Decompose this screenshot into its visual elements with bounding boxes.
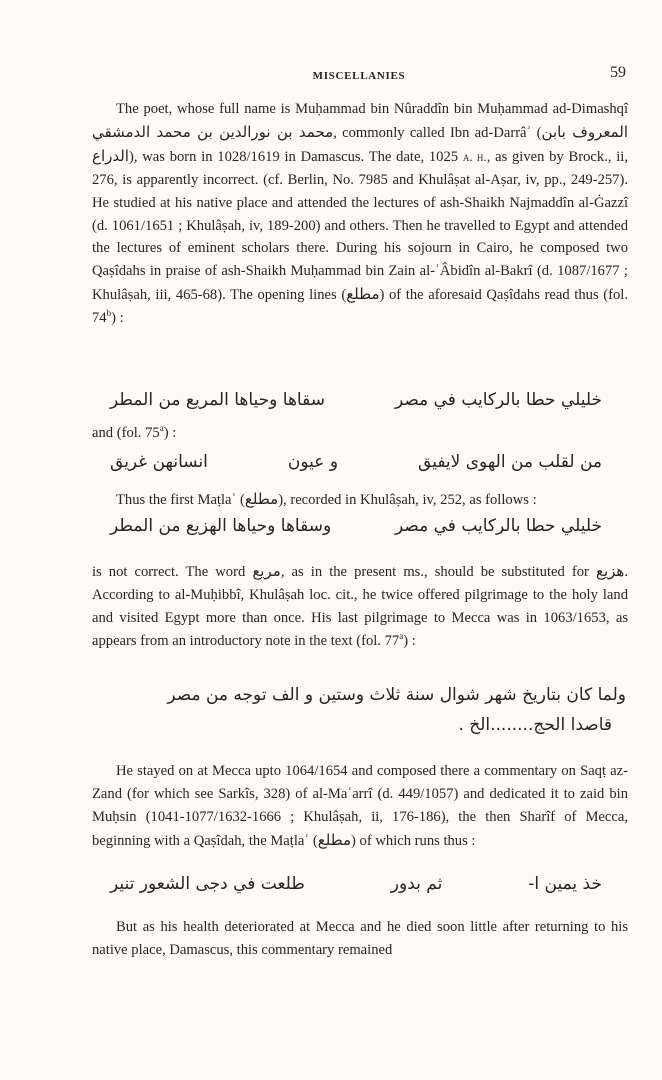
text-run: ) : (403, 632, 416, 649)
text-run: , as in the present ms., should be substituted for (280, 564, 596, 580)
text-run: ) : (111, 310, 124, 327)
verse-3 (110, 516, 602, 536)
text-run: But as his health deteriorated at Mecca and he died soon little after returning to his native place, Damascus, this commentary remained (92, 919, 628, 958)
paragraph-correction (92, 560, 628, 653)
paragraph-matla (92, 488, 628, 512)
verse-hemistich-left: انسانهن غريق (110, 452, 208, 472)
text-run: . According to al-Muḥibbî, Khulâṣah loc. cit., he twice offered pilgrimage to the holy land and visited Egypt more than once. His last pilgrimage to Mecca was in 1063/1653, as appears from an introductory note in the text (fol. 77 (92, 564, 628, 649)
arabic-name: محمد بن نورالدين بن محمد الدمشقي (92, 122, 334, 141)
text-run: ), recorded in Khulâṣah, iv, 252, as follows : (278, 492, 537, 508)
verse-hemistich-left: طلعت في دجى الشعور تنير (110, 874, 305, 894)
quote-line-1: ولما كان بتاريخ شهر شوال سنة ثلاث وستين و الف توجه من مصر (167, 685, 626, 705)
arabic-matla: مطلع (244, 490, 279, 508)
verse-hemistich-right: خليلي حطا بالركايب في مصر (394, 390, 602, 410)
page-header (92, 64, 626, 88)
line-and-fol (92, 422, 628, 445)
text-run: and (fol. 75 (92, 425, 160, 441)
text-run: The poet, whose full name is Muḥammad bin Nûraddîn bin Muḥammad ad-Dimashqî (116, 101, 628, 117)
arabic-quotation (96, 680, 626, 740)
verse-hemistich-left: وسقاها وحياها الهزيع من المطر (110, 516, 332, 536)
verse-1 (110, 390, 602, 410)
folio-side: a (399, 630, 404, 641)
verse-middle-word: ثم بدور (390, 874, 443, 894)
verse-middle-word: و عيون (287, 452, 339, 472)
arabic-word-muri: مريع (252, 562, 281, 580)
text-run: ) of which runs thus : (351, 832, 476, 849)
paragraph-health (92, 916, 628, 962)
text-run: He stayed on at Mecca upto 1064/1654 and composed there a commentary on Saqṭ az-Zand (for which see Sarkîs, 328) of al-Maʿarrî (d. 449/1057) and dedicated it to zaid bin Muḥsin (1041-1077/1632-1666 ; Khulâṣah, ii, 176-186), the then Sharîf of Mecca, beginning with a Qaṣîdah, the Maṭlaʿ ( (92, 763, 628, 849)
verse-4 (110, 874, 602, 894)
text-run: is not correct. The word (92, 564, 253, 580)
text-run: ), was born in 1028/1619 in Damascus. The date, 1025 (128, 148, 459, 165)
text-run: , commonly called Ibn ad-Darrâʾ ( (333, 124, 542, 141)
arabic-known-as: المعروف بابن الدراع (92, 122, 628, 165)
text-run: ) : (163, 425, 177, 441)
era-abbreviation: a. h. (462, 148, 487, 164)
text-run: ) of the aforesaid Qaṣîdahs read thus (fol. 74 (92, 287, 628, 327)
verse-hemistich-right: خليلي حطا بالركايب في مصر (394, 516, 602, 536)
page-number: 59 (610, 64, 626, 81)
verse-hemistich-right: خذ يمين ا- (528, 874, 602, 894)
quote-line-2: قاصدا الحج........الخ . (458, 715, 612, 735)
paragraph-biography (92, 98, 628, 330)
text-run: Thus the first Maṭlaʿ ( (116, 492, 245, 508)
verse-2 (110, 452, 602, 472)
text-run: , as given by Brock., ii, 276, is apparently incorrect. (cf. Berlin, No. 7985 and Khulâṣat al-Aṣar, iv, pp., 249-257). He studied at his native place and attended the lectures of ash-Shaikh Najmaddîn al-Ġazzî (d. 1061/1651 ; Khulâṣah, iv, 189-200) and others. Then he travelled to Egypt and attended the lectures of eminent scholars there. During his sojourn in Cairo, he composed two Qaṣîdahs in praise of ash-Shaikh Muḥammad bin Zain al-ʿÂbidîn al-Bakrî (d. 1087/1677 ; Khulâṣah, iii, 465-68). The opening lines ( (92, 148, 628, 304)
folio-side: b (106, 308, 112, 319)
verse-hemistich-left: سقاها وحياها المريع من المطر (110, 390, 325, 410)
arabic-matla: مطلع (317, 830, 352, 849)
running-head: MISCELLANIES (312, 70, 406, 82)
folio-side: a (159, 423, 164, 434)
arabic-matla: مطلع (346, 285, 380, 304)
paragraph-mecca (92, 760, 628, 853)
arabic-word-hazi: هزيع (595, 562, 625, 580)
verse-hemistich-right: من لقلب من الهوى لايفيق (418, 452, 602, 472)
